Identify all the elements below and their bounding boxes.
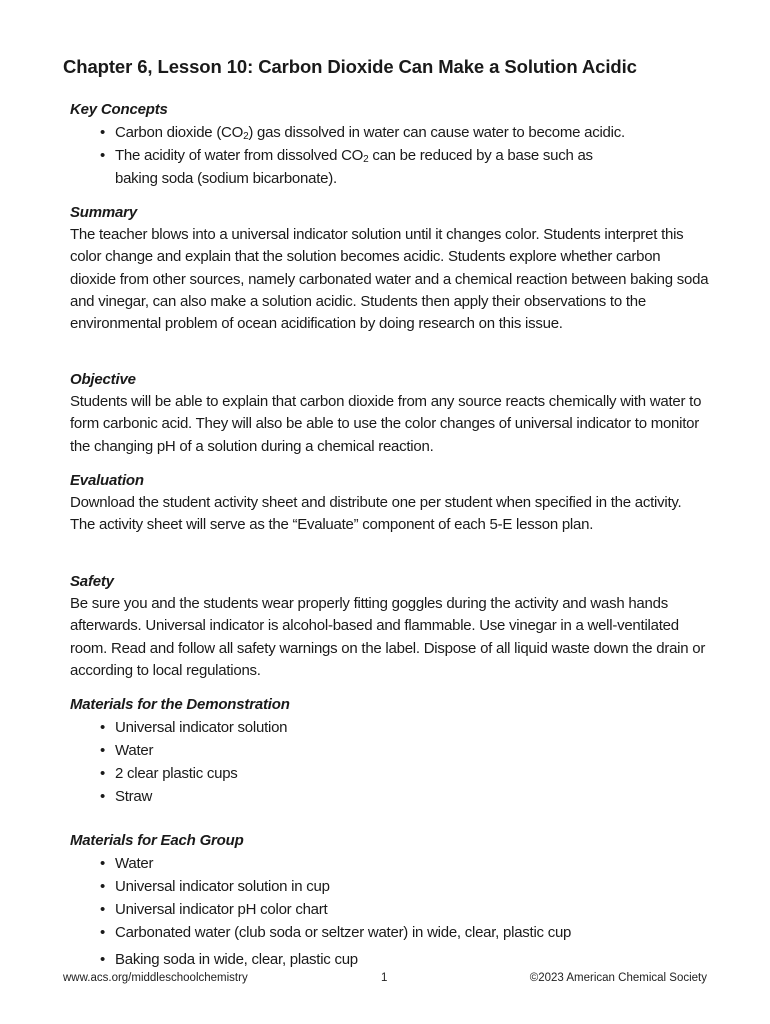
list-item: • Universal indicator solution: [100, 716, 710, 739]
list-item: • Universal indicator pH color chart: [100, 898, 710, 921]
list-item: • 2 clear plastic cups: [100, 762, 710, 785]
bullet-icon: •: [100, 124, 106, 141]
key-concepts-section: [70, 99, 710, 190]
safety-heading: Safety: [70, 573, 114, 590]
summary-heading: Summary: [70, 204, 137, 221]
objective-section: [70, 369, 710, 458]
bullet-icon: •: [100, 951, 106, 968]
bullet-icon: •: [100, 901, 106, 918]
bullet-icon: •: [100, 855, 106, 872]
footer-page-number: 1: [381, 972, 388, 984]
bullet-icon: •: [100, 147, 106, 164]
list-item: • Water: [100, 852, 710, 875]
bullet-icon: •: [100, 719, 106, 736]
list-item: • Universal indicator solution in cup: [100, 875, 710, 898]
bullet-icon: •: [100, 878, 106, 895]
page-title: Chapter 6, Lesson 10: Carbon Dioxide Can Make a Solution Acidic: [63, 56, 637, 77]
list-item: • Straw: [100, 785, 710, 808]
summary-section: [70, 202, 710, 335]
objective-text: Students will be able to explain that carbon dioxide from any source reacts chemically with water to form carbonic acid. They will also be able to use the color changes of universal indicator to monitor the changing pH of a solution during a chemical reaction.: [70, 393, 702, 455]
key-concepts-heading: Key Concepts: [70, 101, 168, 118]
bullet-icon: •: [100, 765, 106, 782]
materials-group-heading: Materials for Each Group: [70, 832, 244, 849]
objective-heading: Objective: [70, 371, 136, 388]
bullet-icon: •: [100, 788, 106, 805]
list-item: • Carbon dioxide $(CO_2)$ gas dissolved in water can cause water to become acidic.: [100, 121, 710, 144]
safety-section: [70, 571, 710, 682]
safety-text: Be sure you and the students wear properly fitting goggles during the activity and wash hands afterwards. Universal indicator is alcohol-based and flammable. Use vinegar in a well-ventilated room. Read and follow all safety warnings on the label. Dispose of all liquid waste down the drain or according to local regulations.: [70, 595, 706, 679]
evaluation-heading: Evaluation: [70, 472, 144, 489]
list-item: • Baking soda in wide, clear, plastic cup: [100, 948, 710, 971]
footer-url[interactable]: www.acs.org/middleschoolchemistry: [63, 972, 248, 984]
list-item: • The acidity of water from dissolved $CO_2$ can be reduced by a base such as baking soda (sodium bicarbonate).: [100, 144, 710, 190]
materials-demo-heading: Materials for the Demonstration: [70, 696, 290, 713]
evaluation-section: [70, 470, 710, 537]
list-item: • Water: [100, 739, 710, 762]
key-concepts-list: [70, 121, 710, 190]
list-item: • Carbonated water (club soda or seltzer water) in wide, clear, plastic cup: [100, 921, 710, 944]
materials-group-section: [70, 830, 710, 971]
materials-group-list: [70, 852, 710, 971]
bullet-icon: •: [100, 742, 106, 759]
summary-text: The teacher blows into a universal indicator solution until it changes color. Students interpret this color change and explain that the solution becomes acidic. Students explore whether carbon dioxide from other sources, namely carbonated water and a chemical reaction between baking soda and vinegar, can also make a solution acidic. Students then apply their observations to the environmental problem of ocean acidification by doing research on this issue.: [70, 226, 709, 333]
bullet-icon: •: [100, 924, 106, 941]
materials-demo-list: [70, 716, 710, 808]
evaluation-text: Download the student activity sheet and distribute one per student when specified in the activity. The activity sheet will serve as the “Evaluate” component of each 5-E lesson plan.: [70, 494, 682, 534]
materials-demo-section: [70, 694, 710, 808]
footer-copyright: ©2023 American Chemical Society: [529, 972, 707, 984]
